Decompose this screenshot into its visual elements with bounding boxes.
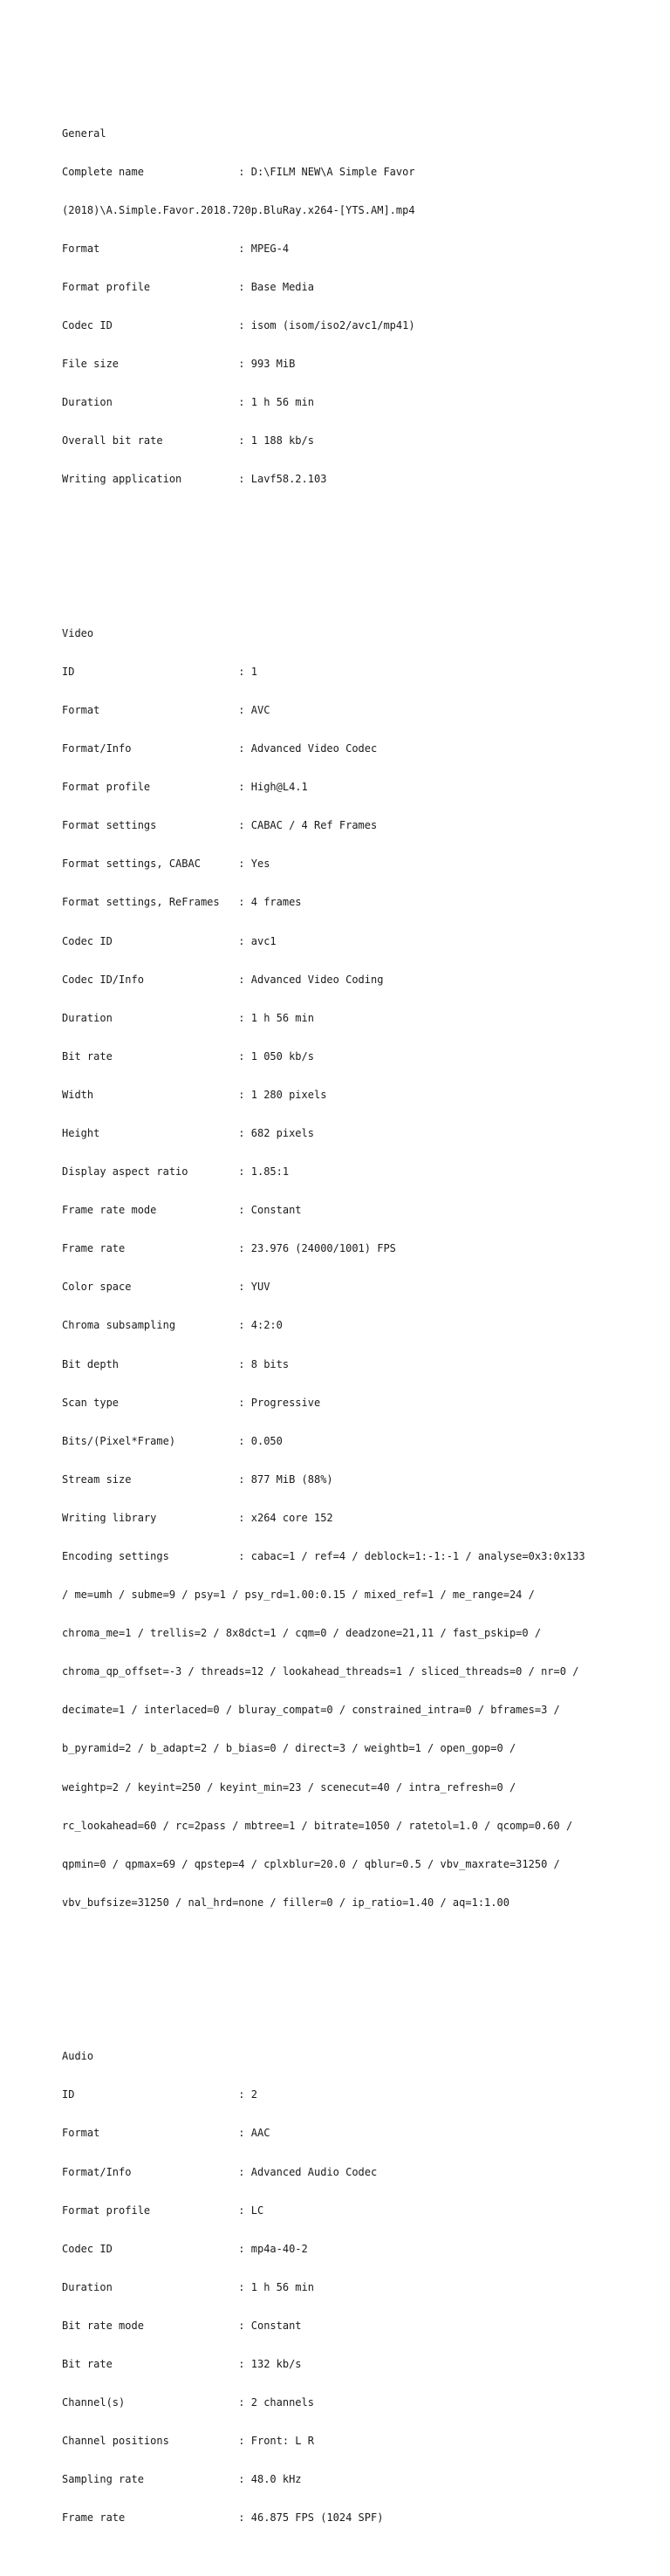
info-line: Format settings, ReFrames : 4 frames	[62, 896, 302, 909]
info-line: Complete name : D:\FILM NEW\A Simple Favor	[62, 165, 415, 178]
info-line: Format : AVC	[62, 703, 270, 716]
info-line: Frame rate : 46.875 FPS (1024 SPF)	[62, 2511, 384, 2525]
section-spacer	[62, 550, 664, 564]
section-audio	[62, 2025, 664, 2551]
media-info-document	[62, 63, 664, 2576]
info-line: (2018)\A.Simple.Favor.2018.720p.BluRay.x264-[YTS.AM].mp4	[62, 203, 415, 216]
encoding-settings-line: / me=umh / subme=9 / psy=1 / psy_rd=1.00:0.15 / mixed_ref=1 / me_range=24 /	[62, 1589, 535, 1602]
info-line: Format settings, CABAC : Yes	[62, 858, 270, 871]
encoding-settings-line: vbv_bufsize=31250 / nal_hrd=none / filler=0 / ip_ratio=1.40 / aq=1:1.00	[62, 1896, 509, 1909]
info-line: Color space : YUV	[62, 1281, 270, 1294]
info-line: Bits/(Pixel*Frame) : 0.050	[62, 1434, 283, 1447]
info-line: Writing application : Lavf58.2.103	[62, 473, 327, 486]
info-line: Bit depth : 8 bits	[62, 1357, 290, 1370]
info-line: ID : 2	[62, 2088, 257, 2101]
section-general	[62, 101, 664, 511]
info-line: Format : MPEG-4	[62, 242, 290, 255]
info-line: Bit rate : 1 050 kb/s	[62, 1049, 314, 1063]
info-line: Codec ID : mp4a-40-2	[62, 2242, 308, 2255]
info-line: Codec ID/Info : Advanced Video Coding	[62, 973, 384, 986]
info-line: Format profile : Base Media	[62, 280, 314, 293]
encoding-settings-line: Encoding settings : cabac=1 / ref=4 / deblock=1:-1:-1 / analyse=0x3:0x133	[62, 1550, 585, 1563]
info-line: Format : AAC	[62, 2127, 270, 2140]
section-video	[62, 601, 664, 1935]
encoding-settings-line: rc_lookahead=60 / rc=2pass / mbtree=1 / bitrate=1050 / ratetol=1.0 / qcomp=0.60 /	[62, 1819, 573, 1832]
info-line: Width : 1 280 pixels	[62, 1088, 327, 1101]
info-line: Duration : 1 h 56 min	[62, 1011, 314, 1024]
encoding-settings-line: weightp=2 / keyint=250 / keyint_min=23 / scenecut=40 / intra_refresh=0 /	[62, 1780, 516, 1794]
info-line: Duration : 1 h 56 min	[62, 2280, 314, 2293]
section-heading: General	[62, 126, 106, 140]
info-line: Scan type : Progressive	[62, 1396, 321, 1409]
info-line: Bit rate : 132 kb/s	[62, 2358, 302, 2371]
info-line: Sampling rate : 48.0 kHz	[62, 2473, 302, 2486]
encoding-settings-line: decimate=1 / interlaced=0 / bluray_compat=0 / constrained_intra=0 / bframes=3 /	[62, 1704, 560, 1717]
section-spacer	[62, 1973, 664, 1986]
info-line: Frame rate mode : Constant	[62, 1204, 302, 1217]
encoding-settings-line: b_pyramid=2 / b_adapt=2 / b_bias=0 / direct=3 / weightb=1 / open_gop=0 /	[62, 1742, 516, 1755]
info-line: ID : 1	[62, 665, 257, 678]
info-line: Channel(s) : 2 channels	[62, 2396, 314, 2409]
info-line: Duration : 1 h 56 min	[62, 396, 314, 409]
info-line: Frame rate : 23.976 (24000/1001) FPS	[62, 1242, 396, 1255]
info-line: Channel positions : Front: L R	[62, 2435, 314, 2448]
info-line: Chroma subsampling : 4:2:0	[62, 1319, 283, 1332]
info-line: Writing library : x264 core 152	[62, 1511, 333, 1524]
info-line: Format profile : LC	[62, 2204, 264, 2217]
info-line: Stream size : 877 MiB (88%)	[62, 1472, 333, 1486]
info-line: Format profile : High@L4.1	[62, 781, 308, 794]
info-line: Format/Info : Advanced Video Codec	[62, 742, 378, 755]
info-line: Format/Info : Advanced Audio Codec	[62, 2165, 378, 2178]
info-line: Bit rate mode : Constant	[62, 2319, 302, 2332]
info-line: Overall bit rate : 1 188 kb/s	[62, 434, 314, 448]
info-line: Height : 682 pixels	[62, 1126, 314, 1139]
info-line: Format settings : CABAC / 4 Ref Frames	[62, 819, 378, 832]
encoding-settings-line: qpmin=0 / qpmax=69 / qpstep=4 / cplxblur=20.0 / qblur=0.5 / vbv_maxrate=31250 /	[62, 1857, 560, 1870]
info-line: Display aspect ratio : 1.85:1	[62, 1165, 290, 1179]
info-line: Codec ID : avc1	[62, 934, 277, 947]
encoding-settings-line: chroma_qp_offset=-3 / threads=12 / lookahead_threads=1 / sliced_threads=0 / nr=0 /	[62, 1665, 579, 1678]
encoding-settings-line: chroma_me=1 / trellis=2 / 8x8dct=1 / cqm=0 / deadzone=21,11 / fast_pskip=0 /	[62, 1627, 542, 1640]
section-heading: Audio	[62, 2050, 94, 2063]
info-line: Codec ID : isom (isom/iso2/avc1/mp41)	[62, 318, 415, 331]
section-heading: Video	[62, 626, 94, 639]
info-line: File size : 993 MiB	[62, 358, 296, 371]
